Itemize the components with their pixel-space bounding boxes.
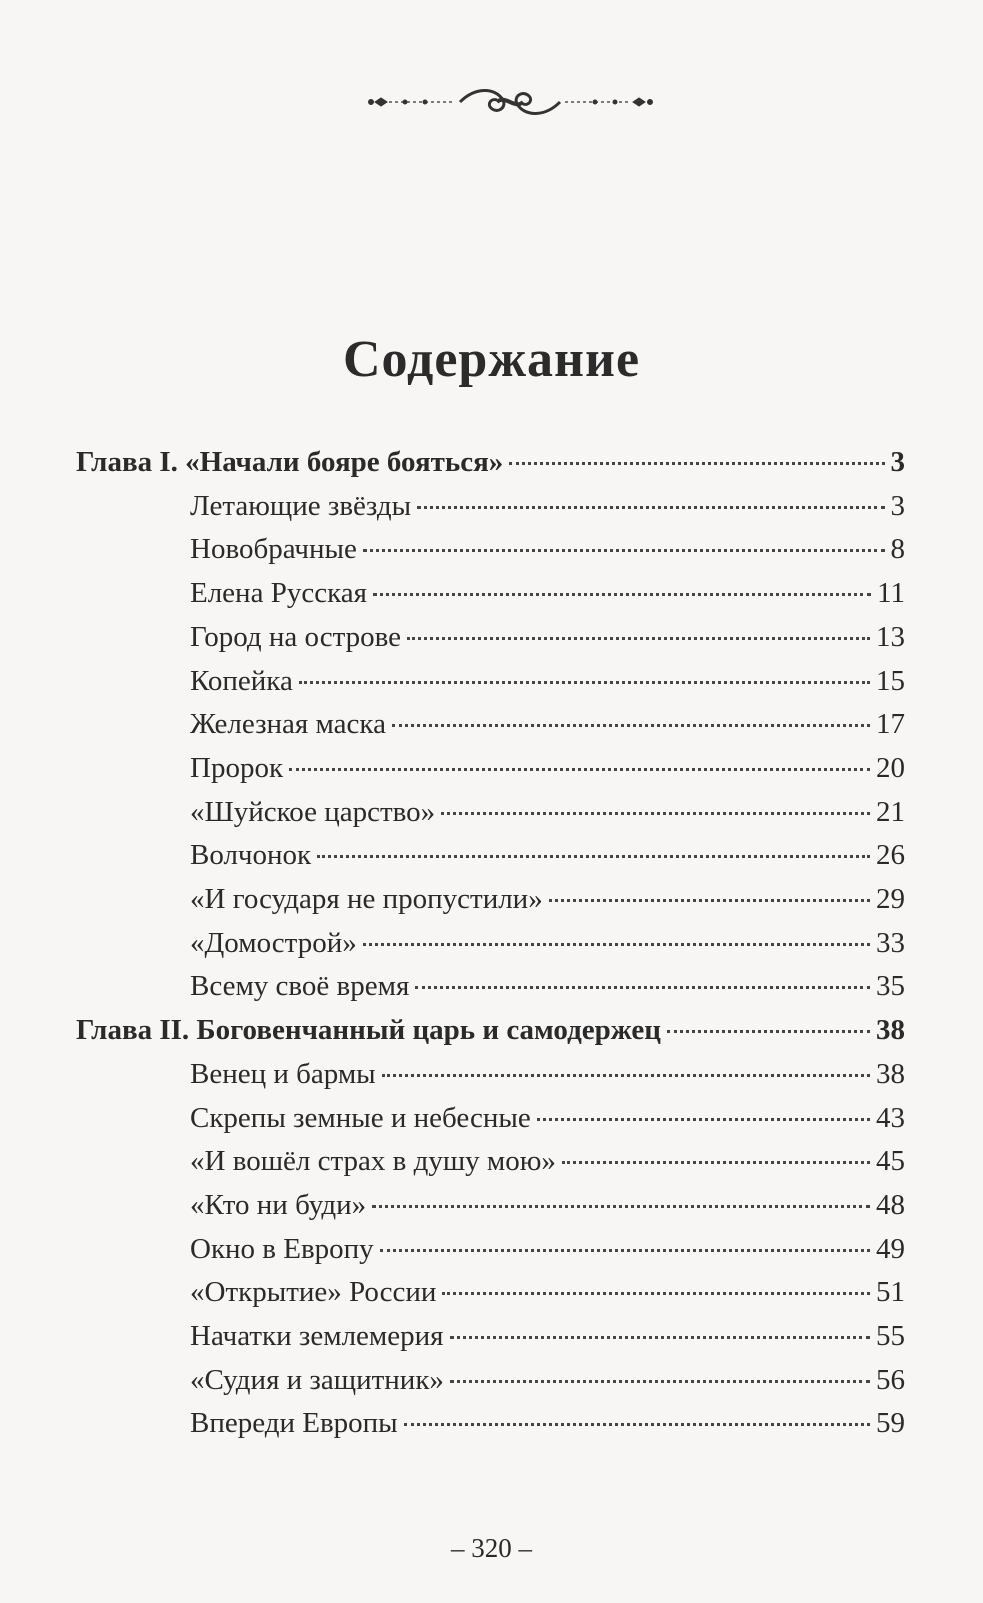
dot-leader: [509, 461, 884, 465]
dot-leader: [667, 1029, 870, 1033]
toc-section-row: [190, 964, 905, 1008]
toc-entry-page: 43: [876, 1101, 905, 1134]
toc-entry-page: 48: [876, 1188, 905, 1221]
toc-entry-label: «Кто ни буди»: [190, 1188, 367, 1221]
toc-entry-label: «Открытие» России: [190, 1276, 437, 1309]
toc-entry-page: 15: [876, 664, 905, 697]
toc-entry-label: Венец и бармы: [190, 1057, 376, 1090]
toc-entry-page: 13: [876, 620, 905, 653]
dot-leader: [380, 1248, 870, 1252]
toc-section-row: [190, 1270, 905, 1314]
toc-section-row: [190, 1052, 905, 1096]
toc-entry-label: Копейка: [190, 664, 293, 697]
toc-entry-label: «Шуйское царство»: [190, 795, 436, 828]
toc-entry-page: 21: [876, 795, 905, 828]
toc-entry-page: 55: [876, 1320, 905, 1352]
toc-section-row: [190, 1139, 905, 1183]
toc-section-row: [190, 702, 905, 746]
dot-leader: [441, 811, 870, 815]
toc-section-row: [190, 484, 905, 528]
toc-entry-page: 3: [890, 446, 905, 478]
toc-entry-label: Пророк: [190, 751, 284, 784]
dot-leader: [442, 1291, 870, 1295]
dot-leader: [363, 942, 870, 946]
toc-section-row: [190, 1096, 905, 1140]
toc-entry-page: 51: [876, 1276, 905, 1309]
page-title: Содержание: [342, 331, 641, 388]
toc-entry-label: «Судия и защитник»: [190, 1363, 444, 1396]
toc-entry-page: 56: [876, 1363, 905, 1396]
toc-entry-page: 59: [876, 1407, 905, 1440]
toc-entry-label: Впереди Европы: [190, 1407, 398, 1440]
toc-entry-label: Новобрачные: [190, 533, 357, 566]
toc-entry-label: «И государя не пропустили»: [190, 883, 543, 915]
toc-section-row: [190, 571, 905, 615]
toc-entry-page: 17: [876, 708, 905, 741]
toc-section-row: [190, 615, 905, 659]
dot-leader: [562, 1160, 870, 1164]
toc-entry-page: 29: [876, 883, 905, 915]
toc-entry-page: 33: [876, 926, 905, 959]
toc-entry-page: 20: [876, 751, 905, 784]
toc-section-row: [190, 921, 905, 965]
toc-section-row: [190, 1183, 905, 1227]
toc-section-row: [190, 1401, 905, 1445]
toc-entry-label: Глава II. Боговенчанный царь и самодержец: [76, 1014, 661, 1047]
dot-leader: [372, 1204, 870, 1208]
scroll-ornament-icon: [365, 82, 655, 122]
toc-entry-label: Летающие звёзды: [190, 489, 412, 522]
toc-entry-label: Глава I. «Начали бояре бояться»: [76, 446, 504, 478]
dot-leader: [450, 1379, 870, 1383]
toc-entry-label: Елена Русская: [190, 577, 367, 610]
toc-section-row: [190, 1314, 905, 1358]
toc-entry-label: Окно в Европу: [190, 1232, 374, 1265]
toc-entry-label: Скрепы земные и небесные: [190, 1101, 531, 1134]
toc-section-row: [190, 790, 905, 834]
toc-entry-label: «Домострой»: [190, 926, 357, 959]
dot-leader: [382, 1073, 870, 1077]
toc-chapter-row: [76, 440, 905, 484]
toc-entry-page: 8: [890, 533, 905, 566]
dot-leader: [317, 854, 870, 858]
toc-section-row: [190, 527, 905, 571]
toc-entry-label: «И вошёл страх в душу мою»: [190, 1145, 556, 1178]
toc-entry-page: 45: [876, 1145, 905, 1178]
dot-leader: [404, 1422, 870, 1426]
toc-entry-page: 26: [876, 839, 905, 872]
page-number: – 320 –: [451, 1533, 532, 1563]
toc-entry-page: 49: [876, 1232, 905, 1265]
toc-entry-label: Железная маска: [190, 708, 386, 741]
dot-leader: [373, 592, 871, 596]
toc-section-row: [190, 1227, 905, 1271]
dot-leader: [450, 1335, 871, 1339]
dot-leader: [415, 985, 870, 989]
toc-section-row: [190, 659, 905, 703]
dot-leader: [417, 505, 884, 509]
dot-leader: [392, 723, 870, 727]
dot-leader: [407, 636, 870, 640]
toc-entry-page: 3: [890, 489, 905, 522]
toc-section-row: [190, 1358, 905, 1402]
toc-entry-page: 11: [877, 577, 905, 610]
dot-leader: [363, 548, 885, 552]
toc-entry-label: Город на острове: [190, 620, 402, 653]
toc-entry-label: Всему своё время: [190, 970, 410, 1003]
toc-section-row: [190, 833, 905, 877]
toc-entry-label: Волчонок: [190, 839, 312, 872]
dot-leader: [289, 767, 870, 771]
toc-entry-page: 35: [876, 970, 905, 1003]
toc-section-row: [190, 877, 905, 921]
dot-leader: [537, 1117, 870, 1121]
dot-leader: [549, 898, 870, 902]
toc-entry-page: 38: [876, 1014, 905, 1047]
toc-entry-page: 38: [876, 1057, 905, 1090]
dot-leader: [299, 680, 870, 684]
toc-entry-label: Начатки землемерия: [190, 1320, 444, 1352]
toc-chapter-row: [76, 1008, 905, 1052]
toc-section-row: [190, 746, 905, 790]
